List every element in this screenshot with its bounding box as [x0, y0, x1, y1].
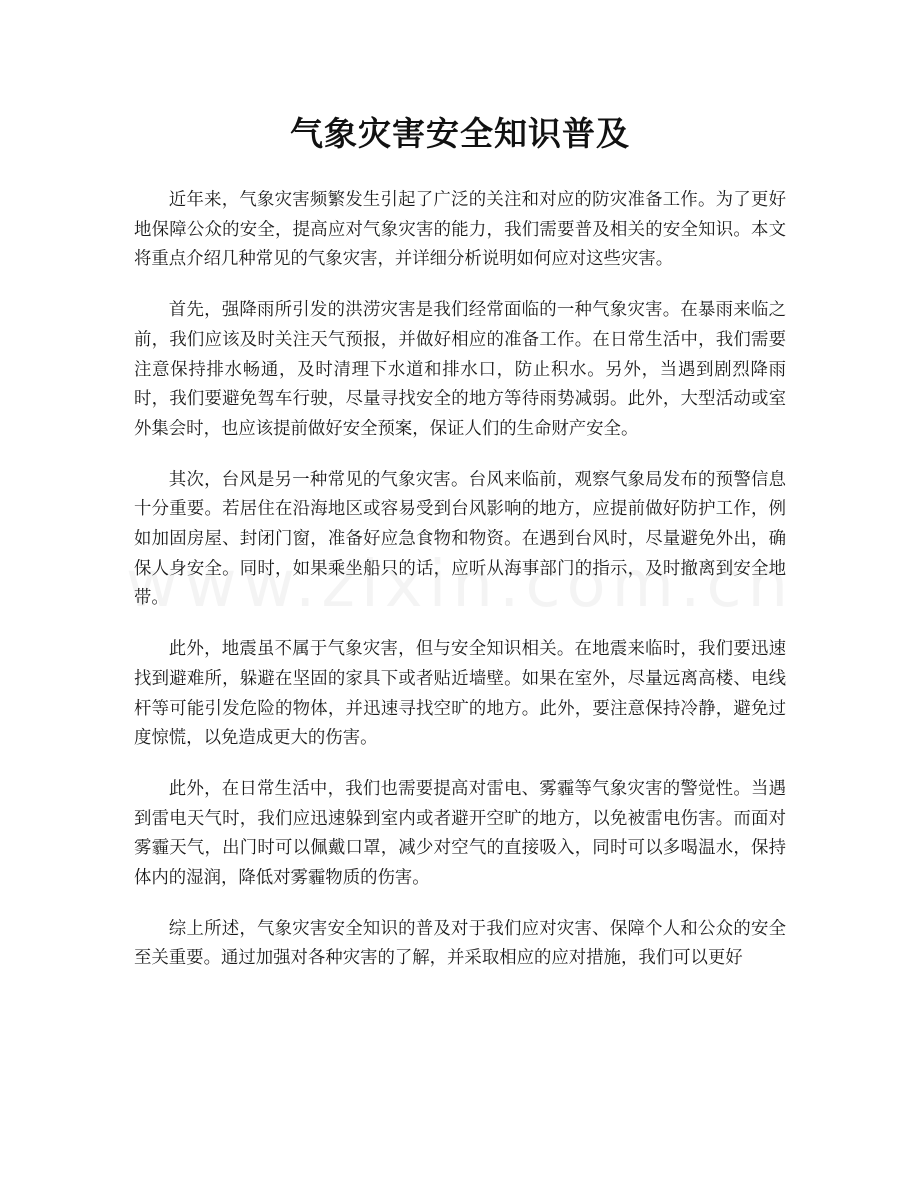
- paragraph-intro: 近年来，气象灾害频繁发生引起了广泛的关注和对应的防灾准备工作。为了更好地保障公众的安全，提高应对气象灾害的能力，我们需要普及相关的安全知识。本文将重点介绍几种常见的气象灾害，并详细分析说明如何应对这些灾害。: [134, 190, 786, 270]
- paragraph-flood: 首先，强降雨所引发的洪涝灾害是我们经常面临的一种气象灾害。在暴雨来临之前，我们应该及时关注天气预报，并做好相应的准备工作。在日常生活中，我们需要注意保持排水畅通，及时清理下水道和排水口，防止积水。另外，当遇到剧烈降雨时，我们要避免驾车行驶，尽量寻找安全的地方等待雨势减弱。此外，大型活动或室外集会时，也应该提前做好安全预案，保证人们的生命财产安全。: [134, 300, 786, 439]
- paragraph-earthquake: 此外，地震虽不属于气象灾害，但与安全知识相关。在地震来临时，我们要迅速找到避难所，躲避在坚固的家具下或者贴近墙壁。如果在室外，尽量远离高楼、电线杆等可能引发危险的物体，并迅速寻找空旷的地方。此外，要注意保持冷静，避免过度惊慌，以免造成更大的伤害。: [134, 639, 786, 749]
- paragraph-conclusion: 综上所述，气象灾害安全知识的普及对于我们应对灾害、保障个人和公众的安全至关重要。通过加强对各种灾害的了解，并采取相应的应对措施，我们可以更好: [134, 918, 786, 969]
- document-title: 气象灾害安全知识普及: [290, 114, 630, 153]
- paragraph-thunder-smog: 此外，在日常生活中，我们也需要提高对雷电、雾霾等气象灾害的警觉性。当遇到雷电天气时，我们应迅速躲到室内或者避开空旷的地方，以免被雷电伤害。而面对雾霾天气，出门时可以佩戴口罩，减少对空气的直接吸入，同时可以多喝温水，保持体内的湿润，降低对雾霾物质的伤害。: [134, 778, 786, 889]
- paragraph-typhoon: 其次，台风是另一种常见的气象灾害。台风来临前，观察气象局发布的预警信息十分重要。若居住在沿海地区或容易受到台风影响的地方，应提前做好防护工作，例如加固房屋、封闭门窗，准备好应急食物和物资。在遇到台风时，尽量避免外出，确保人身安全。同时，如果乘坐船只的话，应听从海事部门的指示，及时撤离到安全地带。: [134, 469, 786, 609]
- document-body: [134, 186, 786, 995]
